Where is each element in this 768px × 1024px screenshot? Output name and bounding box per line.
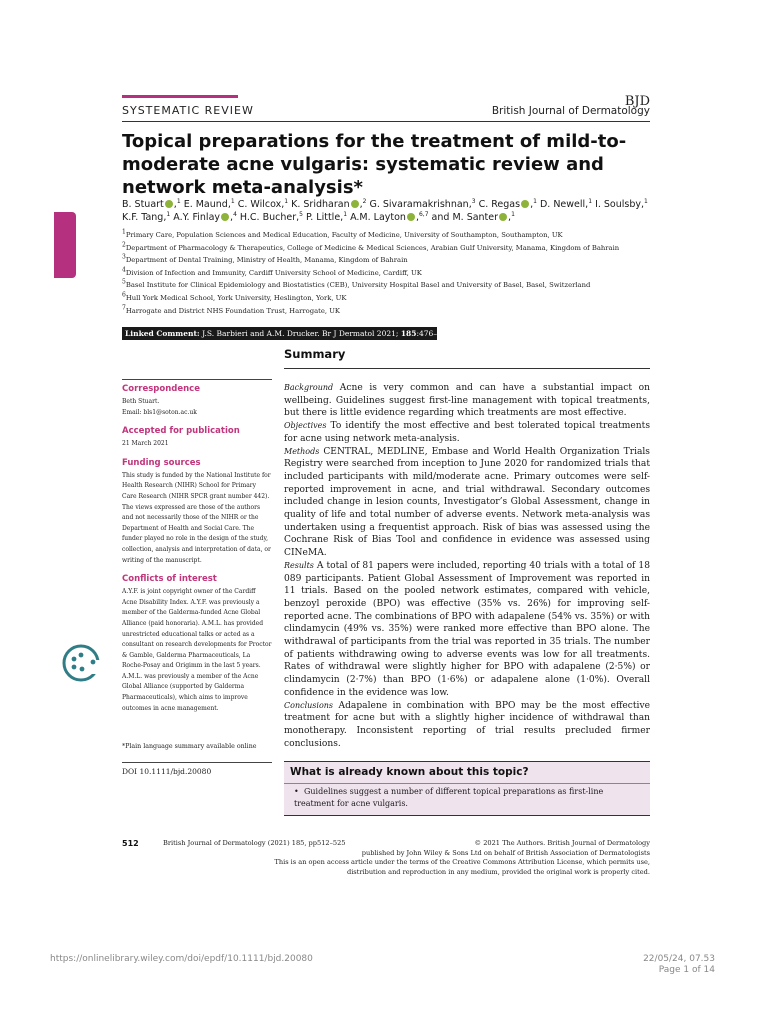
section-label: SYSTEMATIC REVIEW bbox=[122, 104, 254, 117]
author-name: A.M. Layton bbox=[350, 212, 406, 223]
browser-url[interactable]: https://onlinelibrary.wiley.com/doi/epdf/10.1111/bjd.20080 bbox=[50, 954, 313, 964]
affiliation-list bbox=[122, 229, 650, 317]
funding-text: This study is funded by the National Institute for Health Research (NIHR) School for Primary Care Research (NIHR SPCR grant number 442). The views expressed are those of the authors and not necessarily those of the NIHR or the Department of Health and Social Care. The funder played no role in the design of the study, collection, analysis and interpretation of data, or writing of the manuscript. bbox=[122, 471, 271, 564]
footer-citation: British Journal of Dermatology (2021) 185, pp512–525 bbox=[163, 839, 346, 847]
author-affiliation-mark: 1 bbox=[588, 197, 593, 205]
separator: , bbox=[641, 199, 645, 210]
author-name: K. Sridharan bbox=[291, 199, 350, 210]
author-name: C. Wilcox bbox=[237, 199, 282, 210]
separator: , bbox=[340, 212, 344, 223]
author-name: H.C. Bucher bbox=[239, 212, 297, 223]
affiliation-item: $^3$Department of Dental Training, Ministry of Health, Manama, Kingdom of Bahrain bbox=[122, 253, 408, 265]
author-affiliation-mark: 1 bbox=[511, 210, 515, 218]
author-name: I. Soulsby bbox=[595, 199, 642, 210]
author-affiliation-mark: 1 bbox=[343, 210, 348, 218]
separator: , bbox=[173, 199, 177, 210]
separator: , bbox=[227, 199, 231, 210]
author-affiliation-mark: 1 bbox=[644, 197, 648, 205]
abstract-methods: Methods CENTRAL, MEDLINE, Embase and World Health Organization Trials Registry were searched from inception to June 2020 for randomized trials that included participants with mild/moderate acne. Primary outcomes were self-reported improvement in acne, and trial withdrawal. Secondary outcomes included change in lesion counts, Investigator’s Global Assessment, change in quality of life and total number of adverse events. Network meta-analysis was undertaken using a frequentist approach. Risk of bias was assessed using the Cochrane Risk of Bias Tool and confidence in evidence was assessed using CINeMA. bbox=[284, 446, 650, 559]
title-rule bbox=[122, 121, 650, 122]
author-affiliation-mark: 1 bbox=[230, 197, 235, 205]
author-affiliation-mark: 1 bbox=[166, 210, 171, 218]
header-accent-rule bbox=[122, 95, 238, 98]
abstract bbox=[284, 382, 650, 750]
summary-heading: Summary bbox=[284, 347, 346, 361]
separator: , bbox=[281, 199, 285, 210]
already-known-item: • Guidelines suggest a number of different topical preparations as first-line treatment for acne vulgaris. bbox=[294, 787, 604, 808]
plain-language-note: *Plain language summary available online bbox=[122, 743, 257, 750]
linked-comment-label: Linked Comment: bbox=[125, 329, 200, 338]
separator: , bbox=[508, 212, 512, 223]
separator: , bbox=[230, 212, 234, 223]
orcid-icon[interactable] bbox=[221, 213, 229, 221]
affiliation-item: $^6$Hull York Medical School, York University, Heslington, York, UK bbox=[122, 291, 347, 302]
accepted-date: 21 March 2021 bbox=[122, 440, 169, 448]
separator: , bbox=[530, 199, 534, 210]
print-date: 22/05/24, 07.53 bbox=[643, 954, 715, 964]
author-name: G. Sivaramakrishnan bbox=[369, 199, 469, 210]
author-name: B. Stuart bbox=[122, 199, 164, 210]
author-list: B. Stuart ,$^1$ E. Maund,$^1$ C. Wilcox,$^1$ K. Sridharan ,$^2$ G. Sivaramakrishnan,$^3$ C. Regas ,$^1$ D. Newell,$^1$ I. Soulsby,$^1$ K.F. Tang,$^1$ A.Y. Finlay ,$^4$ H.C. Bucher,$^5$ P. Little,$^1$ A.M. Layton ,$^{6,7}$ and M. Santer ,$^1$ bbox=[122, 197, 648, 223]
funding-block bbox=[122, 458, 272, 566]
abstract-objectives: Objectives To identify the most effective and best tolerated topical treatments for acne using network meta-analysis. bbox=[284, 421, 650, 444]
footer-license bbox=[230, 839, 650, 877]
abstract-background: Background Acne is very common and can have a substantial impact on wellbeing. Guidelines suggest first-line management with topical treatments, but there is little evidence regarding which treatments are most effective. bbox=[284, 383, 650, 419]
correspondence-email[interactable]: Email: bls1@soton.ac.uk bbox=[122, 408, 197, 416]
affiliation-item: $^4$Division of Infection and Immunity, Cardiff University School of Medicine, Cardiff, UK bbox=[122, 266, 422, 277]
conflicts-text: A.Y.F. is joint copyright owner of the Cardiff Acne Disability Index. A.Y.F. was previously a member of the Galderma-funded Acne Global Alliance (paid honoraria). A.M.L. has provided unrestricted educational talks or acted as a consultant on research developments for Proctor & Gamble, Galderma Pharmaceuticals, La Roche-Posay and Origimm in the last 5 years. A.M.L. was previously a member of the Acne Global Alliance (supported by Galderma Pharmaceuticals), which aims to improve outcomes in acne management. bbox=[122, 588, 272, 712]
abstract-results: Results A total of 81 papers were included, reporting 40 trials with a total of 18 089 participants. Patient Global Assessment of Improvement was reported in 11 trials. Based on the pooled network estimates, compared with vehicle, benzoyl peroxide (BPO) was effective (35% vs. 26%) for improving self-reported acne. The combinations of BPO with adapalene (54% vs. 35%) or with clindamycin (49% vs. 35%) were ranked more effective than BPO alone. The withdrawal of participants from the trial was reported in 35 trials. The number of patients withdrawing owing to adverse events was low for all treatments. Rates of withdrawal were slightly higher for BPO with adapalene (2·5%) or clindamycin (2·7%) than BPO (1·6%) or adapalene alone (1·0%). Overall confidence in the evidence was low. bbox=[284, 560, 650, 698]
separator: , bbox=[468, 199, 472, 210]
conflicts-heading: Conflicts of interest bbox=[122, 574, 217, 585]
affiliation-item: $^2$Department of Pharmacology & Therapeutics, College of Medicine & Medical Sciences, Arabian Gulf University, Manama, Kingdom of Bahrain bbox=[122, 241, 620, 252]
linked-comment-volume: 185 bbox=[400, 329, 417, 338]
summary-rule bbox=[284, 368, 650, 369]
bullet-icon: • bbox=[294, 787, 299, 796]
author-affiliation-mark: 1 bbox=[284, 197, 289, 205]
author-affiliation-mark: 5 bbox=[299, 210, 303, 218]
footer-copyright: © 2021 The Authors. British Journal of Dermatology bbox=[474, 839, 650, 847]
sidebar bbox=[122, 384, 272, 722]
print-page: Page 1 of 14 bbox=[658, 965, 715, 975]
separator: , bbox=[296, 212, 300, 223]
journal-logo: BJD bbox=[624, 94, 650, 109]
orcid-icon[interactable] bbox=[499, 213, 507, 221]
affiliation-item: $^7$Harrogate and District NHS Foundation Trust, Harrogate, UK bbox=[122, 304, 340, 315]
author-affiliation-mark: 6,7 bbox=[418, 210, 429, 218]
correspondence-block bbox=[122, 384, 272, 418]
author-name: E. Maund bbox=[183, 199, 228, 210]
footer-license-line1: This is an open access article under the terms of the Creative Commons Attribution License, which permits use, bbox=[274, 858, 650, 866]
orcid-icon[interactable] bbox=[521, 200, 529, 208]
abstract-conclusions: Conclusions Adapalene in combination with BPO may be the most effective treatment for acne but with a slightly higher incidence of withdrawal than monotherapy. Inconsistent reporting of trial results precluded firmer conclusions. bbox=[284, 700, 650, 749]
doi[interactable]: DOI 10.1111/bjd.20080 bbox=[122, 767, 212, 776]
orcid-icon[interactable] bbox=[351, 200, 359, 208]
already-known-box bbox=[284, 761, 650, 816]
already-known-title: What is already known about this topic? bbox=[290, 766, 529, 778]
already-known-divider bbox=[284, 783, 650, 784]
side-tab-marker bbox=[54, 212, 76, 278]
conflicts-block bbox=[122, 574, 272, 714]
footer-license-line2: distribution and reproduction in any medium, provided the original work is properly cited. bbox=[346, 867, 650, 876]
orcid-icon[interactable] bbox=[165, 200, 173, 208]
separator: , bbox=[359, 199, 363, 210]
author-name: P. Little bbox=[306, 212, 341, 223]
page-number: 512 bbox=[122, 839, 139, 848]
linked-comment-text: J.S. Barbieri and A.M. Drucker. Br J Dermatol 2021; bbox=[202, 329, 399, 338]
author-name: M. Santer bbox=[452, 212, 499, 223]
author-affiliation-mark: 1 bbox=[176, 197, 181, 205]
orcid-icon[interactable] bbox=[407, 213, 415, 221]
footer-publisher: published by John Wiley & Sons Ltd on behalf of British Association of Dermatologists bbox=[361, 848, 650, 857]
accepted-block bbox=[122, 426, 272, 450]
author-affiliation-mark: 2 bbox=[362, 197, 367, 205]
accepted-heading: Accepted for publication bbox=[122, 426, 240, 437]
author-name: C. Regas bbox=[478, 199, 521, 210]
author-affiliation-mark: 1 bbox=[533, 197, 537, 205]
correspondence-heading: Correspondence bbox=[122, 384, 200, 394]
author-name: A.Y. Finlay bbox=[173, 212, 221, 223]
author-name: D. Newell bbox=[539, 199, 586, 210]
affiliation-item: $^5$Basel Institute for Clinical Epidemiology and Biostatistics (CEB), University Hospital Basel and University of Basel, Basel, Switzerland bbox=[122, 279, 591, 290]
separator: , bbox=[585, 199, 589, 210]
open-access-icon bbox=[58, 640, 104, 686]
browser-print-info bbox=[600, 954, 715, 976]
separator: , bbox=[163, 212, 167, 223]
sidebar-top-rule bbox=[122, 379, 272, 380]
sidebar-bottom-rule bbox=[122, 762, 272, 763]
author-affiliation-mark: 3 bbox=[471, 197, 476, 205]
article-title: Topical preparations for the treatment of mild-to-moderate acne vulgaris: systematic review and network meta-analysis* bbox=[122, 131, 627, 198]
author-affiliation-mark: 4 bbox=[233, 210, 237, 218]
funding-heading: Funding sources bbox=[122, 457, 201, 468]
author-name: K.F. Tang bbox=[122, 212, 164, 223]
journal-name: British Journal of Dermatology bbox=[491, 105, 650, 117]
correspondence-name: Beth Stuart. bbox=[122, 398, 160, 405]
separator: , bbox=[415, 212, 419, 223]
linked-comment-pages: :476–477. bbox=[416, 329, 454, 338]
linked-comment-bar[interactable] bbox=[122, 327, 454, 340]
affiliation-item: $^1$Primary Care, Population Sciences and Medical Education, Faculty of Medicine, University of Southampton, Southampton, UK bbox=[122, 228, 563, 239]
